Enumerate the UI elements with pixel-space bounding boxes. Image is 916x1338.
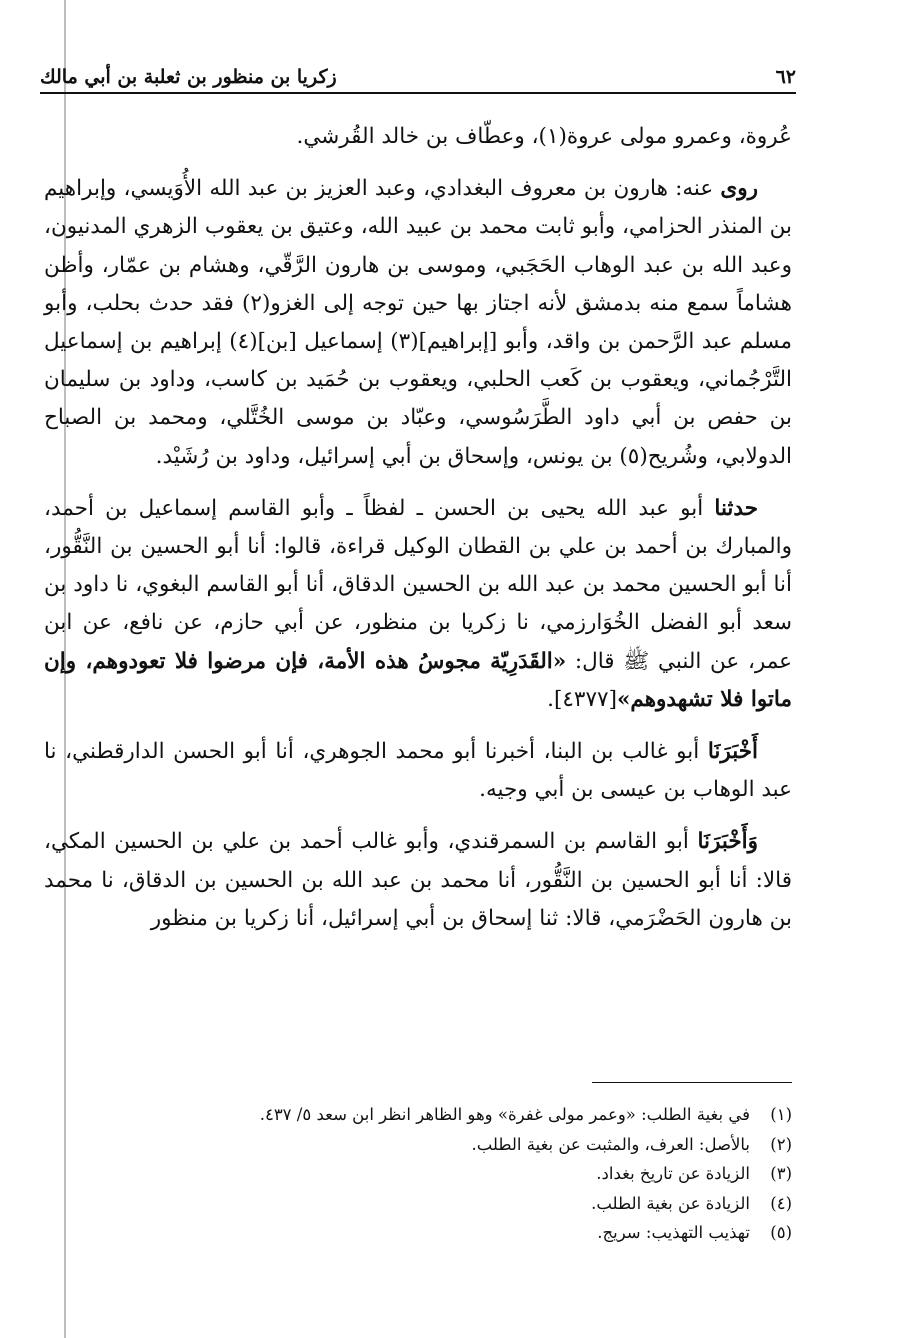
footnote-text: تهذيب التهذيب: سريج. xyxy=(597,1223,750,1242)
paragraph-lead: حدثنا xyxy=(714,495,758,521)
page-number: ٦٢ xyxy=(775,66,796,88)
footnote-number: (٤) xyxy=(770,1193,792,1213)
paragraph-text: عنه: هارون بن معروف البغدادي، وعبد العزيز بن عبد الله الأُوَيسي، وإبراهيم بن المنذر الحزامي، وأبو ثابت محمد بن عبيد الله، وعتيق بن يعقوب الزهري المدنيون، وعبد الله بن عبد الوهاب الحَجَبي، وموسى بن هارون الرَّقّي، وهشام بن عمّار، وأظن هشاماً سمع منه بدمشق لأنه اجتاز بها حين توجه إلى الغزو(٢) فقد حدث بحلب، وأبو مسلم عبد الرَّحمن بن واقد، وأبو [إبراهيم](٣) إسماعيل [بن](٤) إبراهيم بن إسماعيل التَّرْجُماني، ويعقوب بن كَعب الحلبي، ويعقوب بن حُمَيد بن كاسب، وداود بن سليمان بن حفص بن أبي داود الطَّرَسُوسي، وعبّاد بن موسى الخُتَّلي، ومحمد بن الصباح الدولابي، وشُريح(٥) بن يونس، وإسحاق بن أبي إسرائيل، وداود بن رُشَيْد. xyxy=(44,176,792,469)
footnote-text: الزيادة عن تاريخ بغداد. xyxy=(596,1164,750,1183)
footnote-rule xyxy=(592,1082,792,1083)
footnote-text: في بغية الطلب: «وعمر مولى غفرة» وهو الظاهر انظر ابن سعد ٥/ ٤٣٧. xyxy=(259,1105,750,1124)
header-rule xyxy=(40,92,796,94)
footnote-item xyxy=(44,1218,792,1248)
footnote-text: بالأصل: العرف، والمثبت عن بغية الطلب. xyxy=(471,1134,750,1154)
main-text xyxy=(44,118,792,952)
footnote-item xyxy=(44,1100,792,1130)
hadith-number: [٤٣٧٧]. xyxy=(547,686,617,712)
paragraph-text: أبو القاسم بن السمرقندي، وأبو غالب أحمد بن علي بن الحسين المكي، قالا: أنا أبو الحسين بن النَّقُّور، أنا محمد بن عبد الله بن الحسين بن الدقاق، نا محمد بن هارون الحَضْرَمي، قالا: ثنا إسحاق بن أبي إسرائيل، أنا زكريا بن منظور xyxy=(44,829,792,931)
paragraph-teachers-end xyxy=(44,118,792,156)
footnote-text: الزيادة عن بغية الطلب. xyxy=(591,1193,750,1213)
paragraph-lead: وَأَخْبَرَنَا xyxy=(697,829,758,855)
paragraph-hadith xyxy=(44,490,792,719)
paragraph-narrators xyxy=(44,170,792,476)
hadith-quote: «القَدَرِيّة مجوسُ هذه الأمة، فإن مرضوا فلا تعودوهم، وإن ماتوا فلا تشهدوهم» xyxy=(44,648,792,712)
footnote-number: (١) xyxy=(770,1105,792,1124)
footnote-item xyxy=(44,1189,792,1219)
footnote-item xyxy=(44,1159,792,1189)
paragraph-akhbarana-2 xyxy=(44,823,792,938)
paragraph-lead: أَخْبَرَنَا xyxy=(707,739,758,765)
paragraph-text: أبو غالب بن البنا، أخبرنا أبو محمد الجوهري، أنا أبو الحسن الدارقطني، نا عبد الوهاب بن عيسى بن أبي وجيه. xyxy=(44,739,792,803)
paragraph-text: أبو عبد الله يحيى بن الحسن ـ لفظاً ـ وأبو القاسم إسماعيل بن أحمد، والمبارك بن أحمد بن علي بن القطان الوكيل قراءة، قالوا: أنا أبو الحسين بن النَّقُّور، أنا أبو الحسين محمد بن عبد الله بن الحسين الدقاق، أنا أبو القاسم البغوي، نا داود بن سعد أبو الفضل الخُوَارزمي، نا زكريا بن منظور، عن أبي حازم، عن نافع، عن ابن عمر، عن النبي ﷺ قال: xyxy=(44,495,792,674)
page-header xyxy=(40,52,796,88)
paragraph-text: عُروة، وعمرو مولى عروة(١)، وعطّاف بن خالد القُرشي. xyxy=(296,124,792,149)
footnote-number: (٥) xyxy=(770,1223,792,1242)
paragraph-akhbarana-1 xyxy=(44,733,792,809)
footnote-item xyxy=(44,1130,792,1160)
footnotes xyxy=(44,1100,792,1248)
running-title: زكريا بن منظور بن ثعلبة بن أبي مالك xyxy=(40,66,337,88)
footnote-number: (٣) xyxy=(770,1164,792,1183)
paragraph-lead: روى xyxy=(720,176,758,202)
footnote-number: (٢) xyxy=(770,1134,792,1154)
